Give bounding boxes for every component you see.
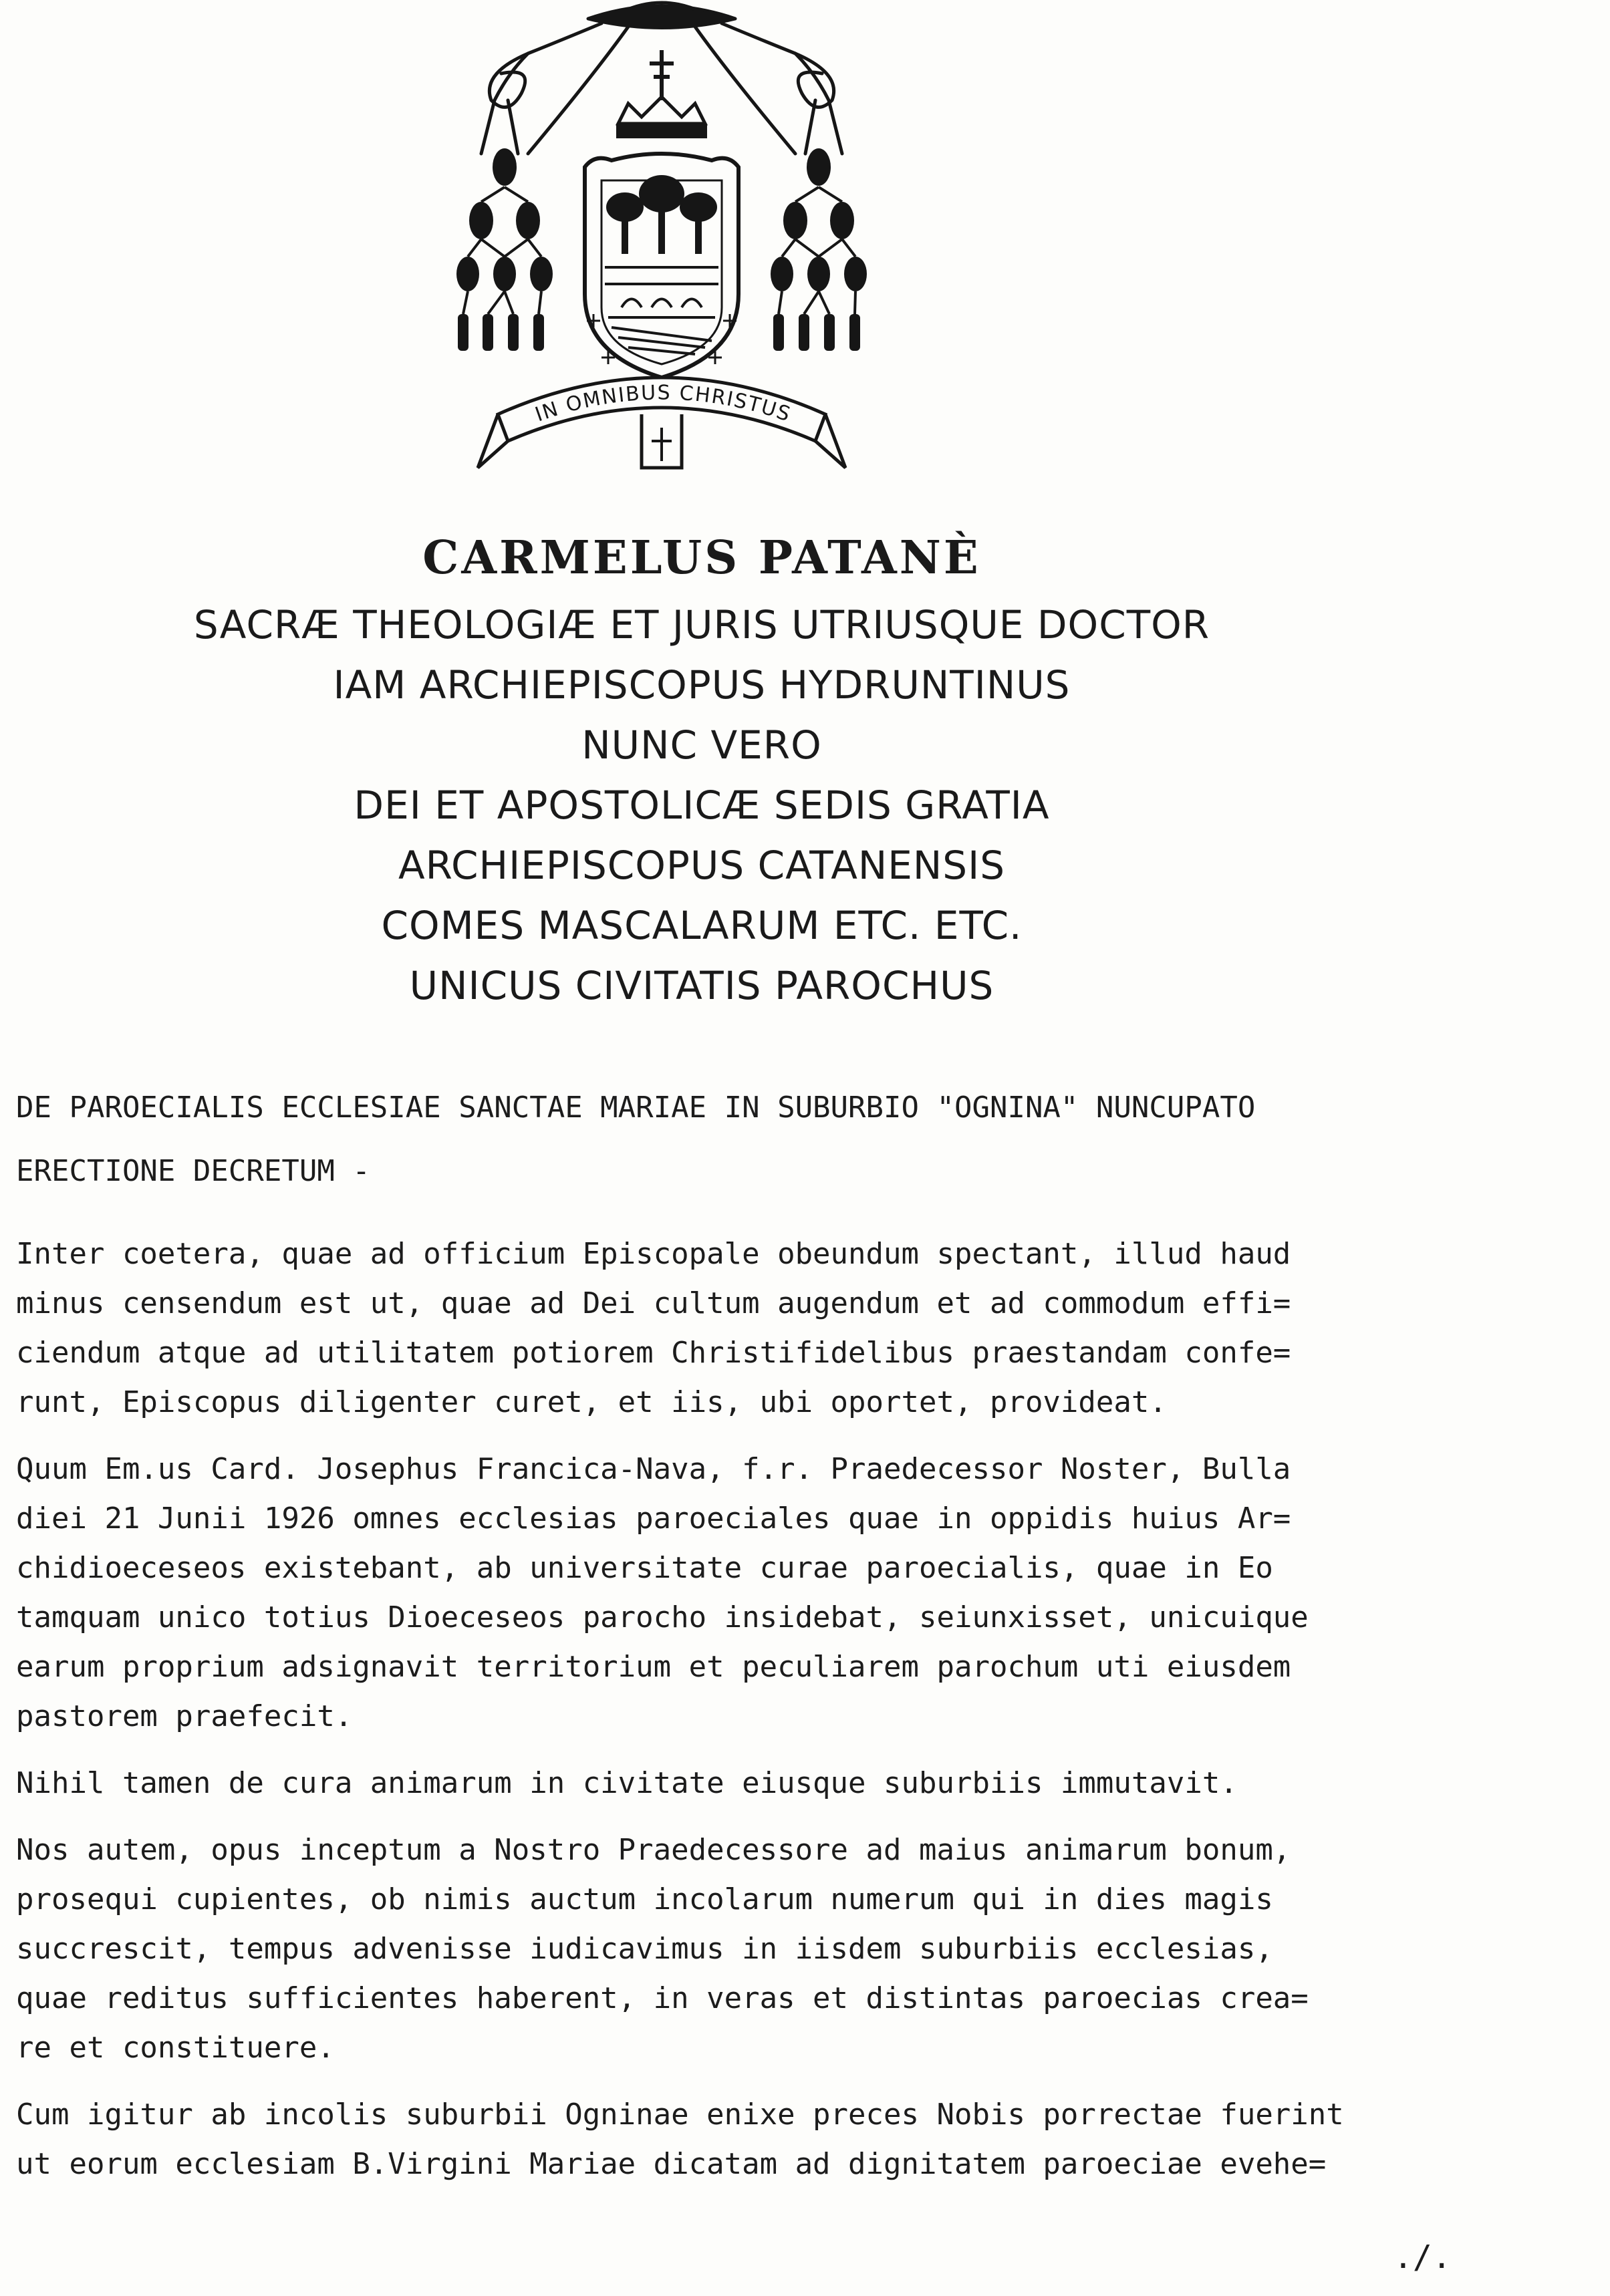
- title-line: COMES MASCALARUM ETC. ETC.: [381, 903, 1023, 948]
- decree-heading: [16, 1076, 1593, 1203]
- text-line: chidioeceseos existebant, ab universitate curae paroecialis, quae in Eo: [16, 1551, 1273, 1585]
- title-line: SACRÆ THEOLOGIÆ ET JURIS UTRIUSQUE DOCTOR: [193, 602, 1210, 648]
- title-line: DEI ET APOSTOLICÆ SEDIS GRATIA: [354, 782, 1050, 828]
- paragraph: [16, 1230, 1593, 1427]
- continuation-mark: ./.: [1393, 2239, 1452, 2276]
- archbishop-heading: [0, 521, 1403, 1016]
- paragraph: [16, 1445, 1593, 1741]
- text-line: re et constituere.: [16, 2031, 335, 2065]
- title-line: ARCHIEPISCOPUS CATANENSIS: [398, 843, 1006, 888]
- title-line: UNICUS CIVITATIS PAROCHUS: [409, 963, 994, 1008]
- text-line: minus censendum est ut, quae ad Dei cultum augendum et ad commodum effi=: [16, 1286, 1291, 1320]
- decree-heading-line: DE PAROECIALIS ECCLESIAE SANCTAE MARIAE IN SUBURBIO "OGNINA" NUNCUPATO: [16, 1091, 1256, 1125]
- decree-body: [16, 1230, 1593, 2206]
- title-line: NUNC VERO: [581, 722, 822, 768]
- text-line: pastorem praefecit.: [16, 1699, 353, 1733]
- text-line: prosequi cupientes, ob nimis auctum incolarum numerum qui in dies magis: [16, 1882, 1273, 1916]
- text-line: Inter coetera, quae ad officium Episcopale obeundum spectant, illud haud: [16, 1237, 1291, 1271]
- motto-text: IN OMNIBUS CHRISTUS: [532, 381, 795, 427]
- text-line: succrescit, tempus advenisse iudicavimus in iisdem suburbiis ecclesias,: [16, 1932, 1273, 1966]
- text-line: ut eorum ecclesiam B.Virgini Mariae dicatam ad dignitatem paroeciae evehe=: [16, 2147, 1327, 2181]
- title-line: IAM ARCHIEPISCOPUS HYDRUNTINUS: [333, 662, 1071, 708]
- text-line: quae reditus sufficientes haberent, in veras et distintas paroecias crea=: [16, 1981, 1309, 2015]
- left-tassels: [456, 148, 553, 351]
- archbishop-name: CARMELUS PATANÈ: [422, 531, 981, 585]
- paragraph: [16, 2090, 1593, 2189]
- paragraph: [16, 1826, 1593, 2073]
- text-line: ciendum atque ad utilitatem potiorem Christifidelibus praestandam confe=: [16, 1336, 1291, 1370]
- text-line: diei 21 Junii 1926 omnes ecclesias paroeciales quae in oppidis huius Ar=: [16, 1501, 1291, 1536]
- text-line: runt, Episcopus diligenter curet, et iis, ubi oportet, provideat.: [16, 1385, 1167, 1419]
- text-line: earum proprium adsignavit territorium et peculiarem parochum uti eiusdem: [16, 1650, 1291, 1684]
- text-line: Nos autem, opus inceptum a Nostro Praedecessore ad maius animarum bonum,: [16, 1833, 1291, 1867]
- coat-of-arms-icon: [441, 0, 882, 494]
- right-tassels: [771, 148, 867, 351]
- text-line: Cum igitur ab incolis suburbii Ogninae enixe preces Nobis porrectae fuerint: [16, 2098, 1344, 2132]
- text-line: Nihil tamen de cura animarum in civitate eiusque suburbiis immutavit.: [16, 1766, 1238, 1800]
- text-line: tamquam unico totius Dioeceseos parocho insidebat, seiunxisset, unicuique: [16, 1600, 1309, 1634]
- text-line: Quum Em.us Card. Josephus Francica-Nava, f.r. Praedecessor Noster, Bulla: [16, 1452, 1291, 1486]
- decree-heading-line: ERECTIONE DECRETUM -: [16, 1154, 370, 1188]
- paragraph: [16, 1759, 1593, 1808]
